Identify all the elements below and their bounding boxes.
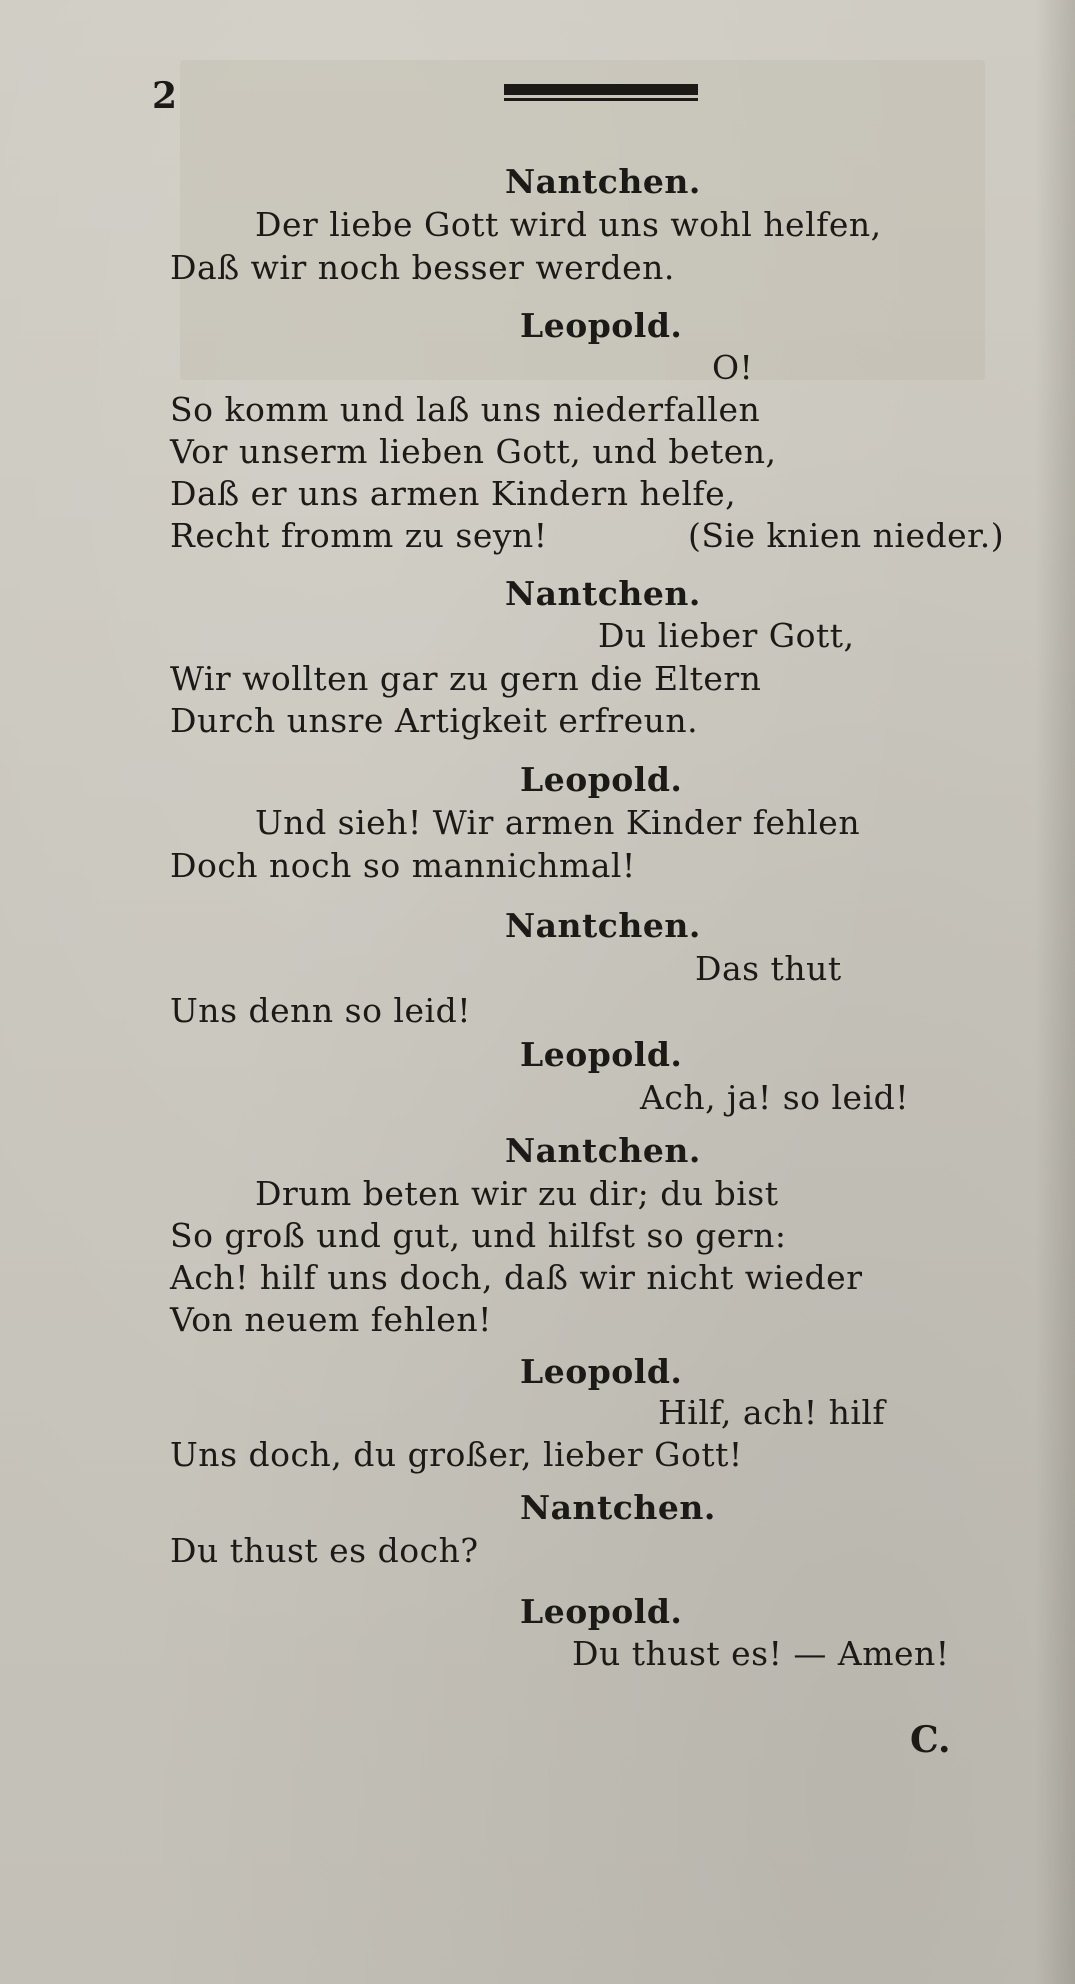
verse-line: Hilf, ach! hilf	[658, 1393, 886, 1432]
verse-line: Durch unsre Artigkeit erfreun.	[170, 701, 699, 740]
verse-line: Du lieber Gott,	[598, 616, 855, 655]
verse-line: So komm und laß uns niederfallen	[170, 390, 761, 429]
verse-line: Von neuem fehlen!	[170, 1300, 492, 1339]
speaker-name: Leopold.	[520, 1352, 683, 1391]
speaker-name: Nantchen.	[505, 1131, 701, 1170]
verse-line: Daß wir noch besser werden.	[170, 248, 675, 287]
verse-line: Drum beten wir zu dir; du bist	[255, 1174, 779, 1213]
verse-line: Der liebe Gott wird uns wohl helfen,	[255, 205, 882, 244]
header-rule	[504, 84, 698, 104]
speaker-name: Nantchen.	[505, 574, 701, 613]
page-number: 2	[152, 75, 178, 117]
speaker-name: Leopold.	[520, 1592, 683, 1631]
verse-line: So groß und gut, und hilfst so gern:	[170, 1216, 787, 1255]
verse-line: Doch noch so mannichmal!	[170, 846, 636, 885]
verse-line: Uns denn so leid!	[170, 991, 471, 1030]
verse-line: Ach! hilf uns doch, daß wir nicht wieder	[170, 1258, 863, 1297]
verse-line: Wir wollten gar zu gern die Eltern	[170, 659, 762, 698]
verse-line: Du thust es! — Amen!	[572, 1634, 950, 1673]
signature-mark: C.	[910, 1719, 951, 1761]
speaker-name: Leopold.	[520, 760, 683, 799]
verse-line: Daß er uns armen Kindern helfe,	[170, 474, 737, 513]
verse-line: Du thust es doch?	[170, 1531, 479, 1570]
page-edge-shadow	[1035, 0, 1075, 1984]
speaker-name: Leopold.	[520, 1035, 683, 1074]
verse-line: Vor unserm lieben Gott, und beten,	[170, 432, 777, 471]
verse-line: Das thut	[695, 949, 842, 988]
speaker-name: Nantchen.	[505, 162, 701, 201]
speaker-name: Nantchen.	[505, 906, 701, 945]
speaker-name: Nantchen.	[520, 1488, 716, 1527]
stage-direction: (Sie knien nieder.)	[688, 516, 1005, 555]
verse-line: O!	[712, 348, 754, 387]
verse-line: Recht fromm zu seyn!	[170, 516, 548, 555]
speaker-name: Leopold.	[520, 306, 683, 345]
verse-line: Und sieh! Wir armen Kinder fehlen	[255, 803, 861, 842]
verse-line: Ach, ja! so leid!	[640, 1078, 910, 1117]
verse-line: Uns doch, du großer, lieber Gott!	[170, 1435, 743, 1474]
